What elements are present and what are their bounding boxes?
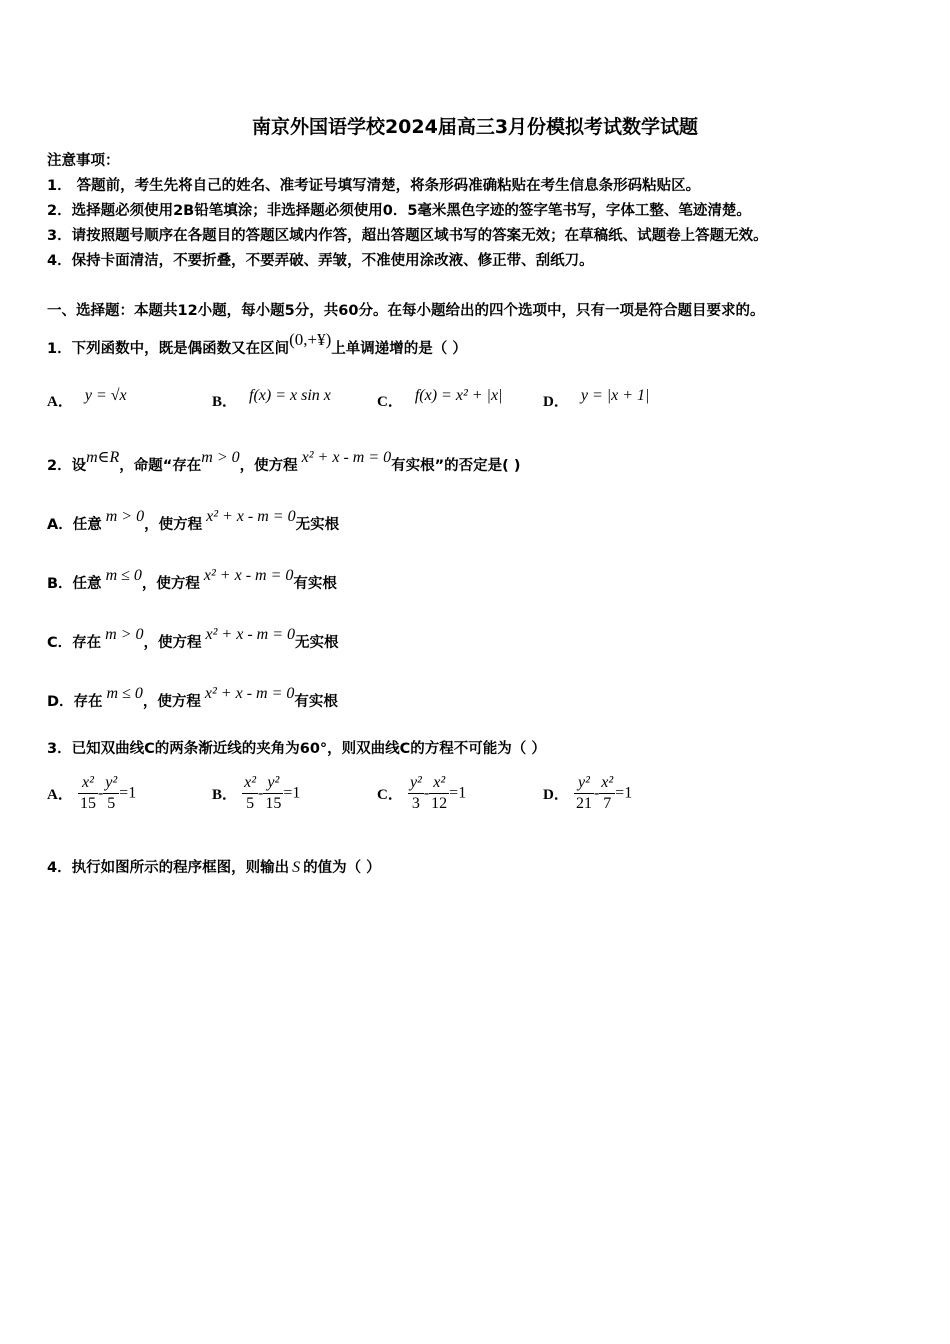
q2-option-c-cond: m > 0 <box>105 626 144 643</box>
q3-option-b-rhs: =1 <box>283 784 301 802</box>
notice-item-1: 1． 答题前，考生先将自己的姓名、准考证号填写清楚，将条形码准确粘贴在考生信息条形码粘贴区。 <box>47 178 701 194</box>
q3-option-d-frac-1: $\frac{\text{y²}}{21}$ <box>575 774 592 812</box>
q4-var: S <box>292 859 301 876</box>
q1-option-a <box>47 387 127 411</box>
q1-option-d-label: D． <box>543 394 569 410</box>
notice-item-4: 4．保持卡面清洁，不要折叠，不要弄破、弄皱，不准使用涂改液、修正带、刮纸刀。 <box>47 253 594 269</box>
q3-option-c-frac-2: $\frac{\text{x²}}{12}$ <box>431 774 448 812</box>
q2-part-3: ，使方程 <box>239 458 298 474</box>
q2-option-c-eq: x² + x - m = 0 <box>205 626 295 643</box>
q2-option-c-mid: ，使方程 <box>143 635 202 651</box>
q3-option-a-label: A． <box>47 787 73 803</box>
q2-condition: m > 0 <box>201 449 240 466</box>
q2-option-d-eq: x² + x - m = 0 <box>204 685 295 702</box>
q2-option-a <box>47 508 340 534</box>
q3-option-a-rhs: =1 <box>119 784 137 802</box>
notice-item-3: 3．请按照题号顺序在各题目的答题区域内作答，超出答题区域书写的答案无效；在草稿纸、试题卷上答题无效。 <box>47 228 768 244</box>
q2-m-in-r: m∈R <box>86 449 120 466</box>
q2-equation: x² + x - m = 0 <box>301 449 392 466</box>
q2-option-b-label: B．任意 <box>47 576 102 592</box>
q2-option-a-eq: x² + x - m = 0 <box>206 508 296 525</box>
q2-option-b <box>47 567 337 593</box>
q3-option-d-rhs: =1 <box>615 784 633 802</box>
q1-stem <box>47 330 467 358</box>
q3-option-b-frac-2: $\frac{\text{y²}}{15}$ <box>265 774 282 812</box>
q3-stem: 3．已知双曲线C的两条渐近线的夹角为60°，则双曲线C的方程不可能为（ ） <box>47 741 546 757</box>
q1-option-a-label: A． <box>47 394 73 410</box>
minus-sign: - <box>97 784 104 802</box>
q3-option-a-frac-1: $\frac{\text{x²}}{15}$ <box>79 774 96 812</box>
q2-option-a-mid: ，使方程 <box>144 517 203 533</box>
q4-prefix: 4．执行如图所示的程序框图，则输出 <box>47 860 290 876</box>
q2-option-d-mid: ，使方程 <box>142 694 201 710</box>
notice-heading: 注意事项： <box>47 153 120 169</box>
q3-option-d-frac-2: $\frac{\text{x²}}{7}$ <box>601 774 614 812</box>
q1-option-b-label: B． <box>212 394 238 410</box>
q1-option-b <box>212 387 331 411</box>
q1-suffix: 上单调递增的是（ ） <box>331 341 467 357</box>
q1-option-a-expr: y = √x <box>84 387 127 404</box>
q2-option-b-mid: ，使方程 <box>141 576 200 592</box>
q3-option-c-rhs: =1 <box>449 784 467 802</box>
q3-option-b-label: B． <box>212 787 238 803</box>
q1-option-c-expr: f(x) = x² + |x| <box>414 387 503 404</box>
q1-option-d <box>543 387 650 411</box>
q2-option-d <box>47 685 338 711</box>
q2-option-a-label: A．任意 <box>47 517 102 533</box>
q3-option-c-label: C． <box>377 787 403 803</box>
q2-part-4: 有实根”的否定是( ) <box>391 458 521 474</box>
q1-interval: (0,+¥) <box>289 330 332 349</box>
notice-item-2: 2．选择题必须使用2B铅笔填涂；非选择题必须使用0．5毫米黑色字迹的签字笔书写，字体工整、笔迹清楚。 <box>47 203 751 219</box>
q1-option-c-label: C． <box>377 394 403 410</box>
q2-option-a-cond: m > 0 <box>105 508 145 525</box>
q2-option-b-tail: 有实根 <box>293 576 337 592</box>
page-title: 南京外国语学校2024届高三3月份模拟考试数学试题 <box>251 116 699 138</box>
q3-option-d-label: D． <box>543 787 569 803</box>
q3-option-c-frac-1: $\frac{\text{y²}}{3}$ <box>409 774 422 812</box>
q2-part-2: ，命题“存在 <box>119 458 202 474</box>
q3-option-c <box>377 774 466 813</box>
q3-option-a <box>47 774 136 813</box>
minus-sign: - <box>593 784 600 802</box>
q3-option-b <box>212 774 300 813</box>
q2-option-a-tail: 无实根 <box>295 517 340 533</box>
q1-option-c <box>377 387 503 411</box>
q2-option-b-eq: x² + x - m = 0 <box>203 567 294 584</box>
q2-option-c-label: C．存在 <box>47 635 102 651</box>
q3-option-a-frac-2: $\frac{\text{y²}}{5}$ <box>105 774 118 812</box>
q2-option-c-tail: 无实根 <box>295 635 339 651</box>
q2-part-1: 2．设 <box>47 458 87 474</box>
q1-option-d-expr: y = |x + 1| <box>580 387 650 404</box>
q4-suffix: 的值为（ ） <box>303 860 381 876</box>
q2-option-c <box>47 626 339 652</box>
q2-option-d-label: D．存在 <box>47 694 103 710</box>
q2-option-b-cond: m ≤ 0 <box>105 567 142 584</box>
q3-option-d <box>543 774 632 813</box>
minus-sign: - <box>423 784 430 802</box>
q4-stem <box>47 859 381 877</box>
q2-stem <box>47 449 521 475</box>
section-heading: 一、选择题：本题共12小题，每小题5分，共60分。在每小题给出的四个选项中，只有一项是符合题目要求的。 <box>47 303 765 319</box>
q1-prefix: 1．下列函数中，既是偶函数又在区间 <box>47 341 290 357</box>
q3-option-b-frac-1: $\frac{\text{x²}}{5}$ <box>244 774 257 812</box>
q2-option-d-tail: 有实根 <box>294 694 338 710</box>
q2-option-d-cond: m ≤ 0 <box>106 685 143 702</box>
minus-sign: - <box>258 784 264 802</box>
q1-option-b-expr: f(x) = x sin x <box>249 387 331 404</box>
